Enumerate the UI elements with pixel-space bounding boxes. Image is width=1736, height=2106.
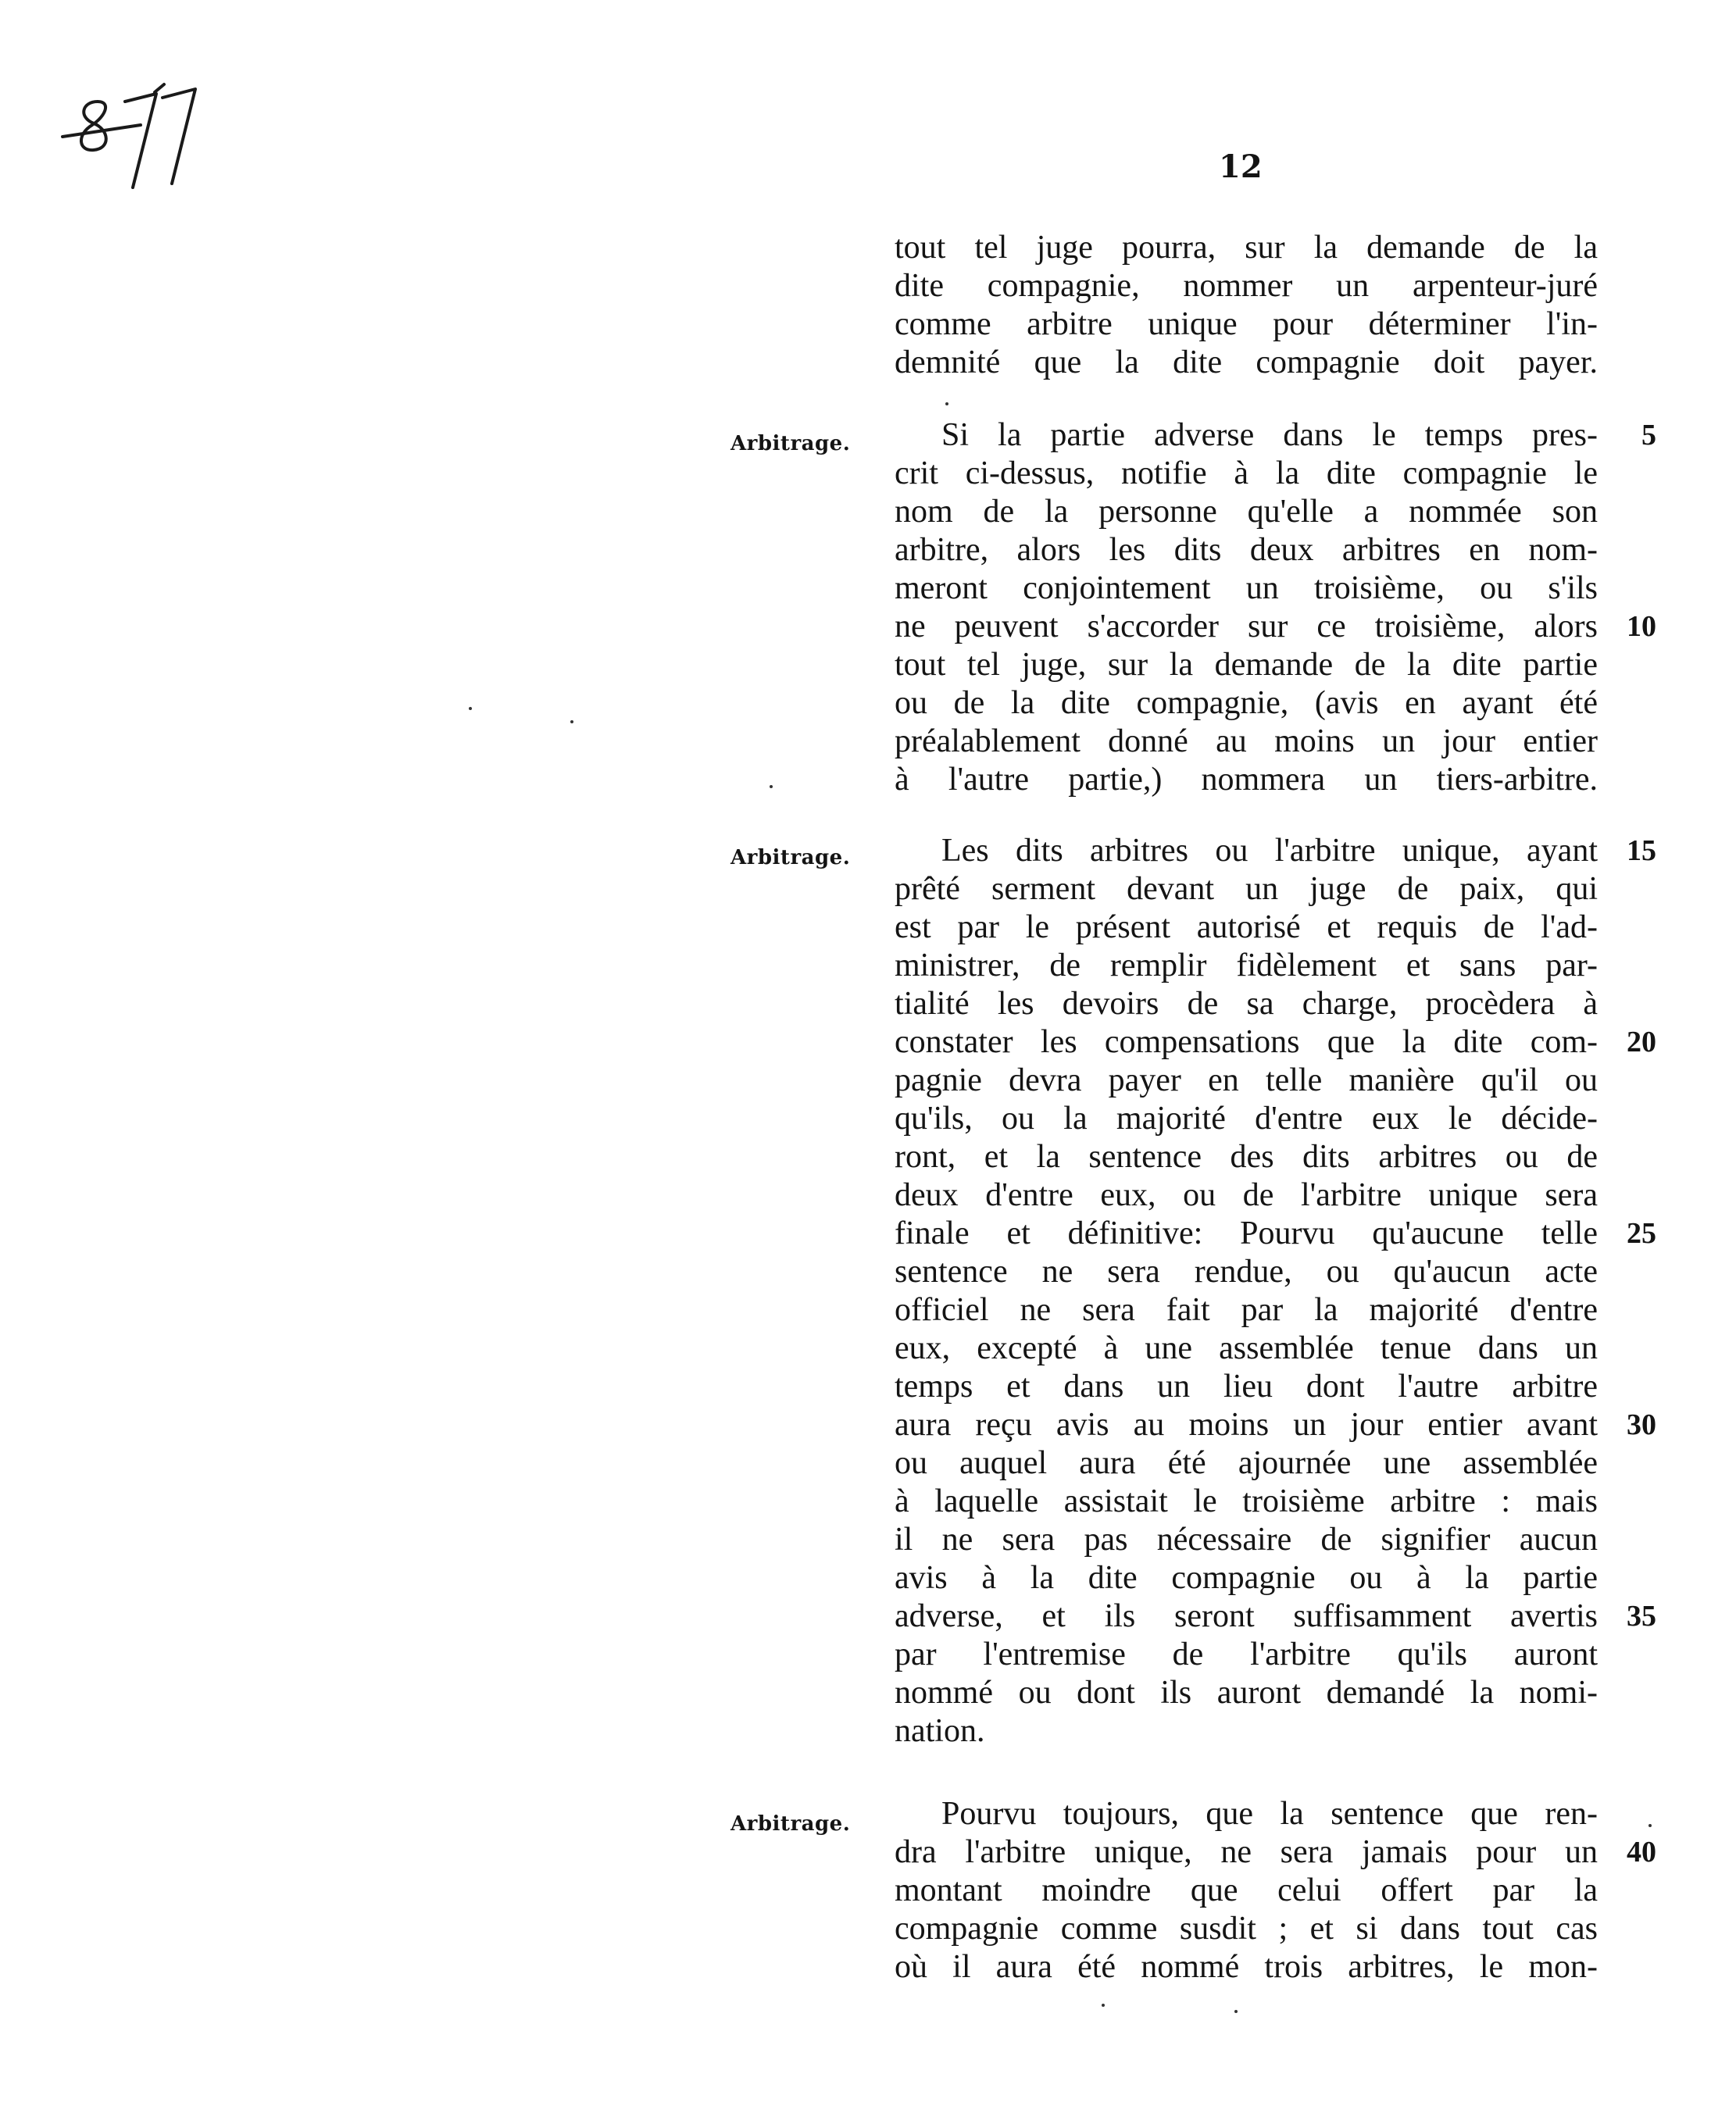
text-line: constater les compensations que la dite com- [895,1024,1598,1060]
margin-note: Arbitrage. [730,846,851,869]
scan-speck [469,707,472,710]
text-line: où il aura été nommé trois arbitres, le mon- [895,1949,1598,1985]
line-number: 30 [1627,1408,1656,1441]
text-line: Les dits arbitres ou l'arbitre unique, ayant [941,833,1598,869]
text-line: ou de la dite compagnie, (avis en ayant été [895,685,1598,721]
text-line: ne peuvent s'accorder sur ce troisième, alors [895,609,1598,644]
text-line: compagnie comme susdit ; et si dans tout cas [895,1911,1598,1947]
text-line: finale et définitive: Pourvu qu'aucune telle [895,1215,1598,1251]
line-number: 35 [1627,1600,1656,1633]
text-line: sentence ne sera rendue, ou qu'aucun acte [895,1254,1598,1290]
text-line: nation. [895,1713,985,1749]
text-line: par l'entremise de l'arbitre qu'ils auront [895,1637,1598,1672]
line-number: 10 [1627,610,1656,643]
paragraph-4 [895,1795,1598,1986]
margin-note: Arbitrage. [730,432,851,455]
handwritten-number [55,70,242,211]
text-line: dra l'arbitre unique, ne sera jamais pour un [895,1834,1598,1870]
line-number: 25 [1627,1217,1656,1250]
scan-speck [1648,1824,1652,1827]
text-line: demnité que la dite compagnie doit payer. [895,344,1598,380]
text-line: tout tel juge pourra, sur la demande de la [895,230,1598,266]
text-line: tialité les devoirs de sa charge, procèdera à [895,986,1598,1022]
text-line: crit ci-dessus, notifie à la dite compagnie le [895,455,1598,491]
text-line: il ne sera pas nécessaire de signifier aucun [895,1522,1598,1558]
text-line: ou auquel aura été ajournée une assemblée [895,1445,1598,1481]
paragraph-3 [895,832,1598,1751]
text-line: deux d'entre eux, ou de l'arbitre unique sera [895,1177,1598,1213]
margin-note: Arbitrage. [730,1812,851,1836]
text-line: avis à la dite compagnie ou à la partie [895,1560,1598,1596]
paragraph-2 [895,416,1598,799]
text-line: qu'ils, ou la majorité d'entre eux le décide- [895,1101,1598,1137]
text-line: à l'autre partie,) nommera un tiers-arbitre. [895,762,1598,798]
paragraph-1 [895,229,1598,382]
scan-speck [1234,2010,1238,2013]
text-line: pagnie devra payer en telle manière qu'il ou [895,1062,1598,1098]
text-line: préalablement donné au moins un jour entier [895,723,1598,759]
text-line: nom de la personne qu'elle a nommée son [895,494,1598,530]
text-line: est par le présent autorisé et requis de l'ad- [895,909,1598,945]
page-number: 12 [1219,148,1263,185]
line-number: 15 [1627,834,1656,867]
text-line: meront conjointement un troisième, ou s'ils [895,570,1598,606]
text-line: adverse, et ils seront suffisamment avertis [895,1598,1598,1634]
text-line: ministrer, de remplir fidèlement et sans par- [895,948,1598,983]
text-line: dite compagnie, nommer un arpenteur-juré [895,268,1598,304]
text-line: à laquelle assistait le troisième arbitre : mais [895,1483,1598,1519]
text-line: montant moindre que celui offert par la [895,1872,1598,1908]
text-line: aura reçu avis au moins un jour entier avant [895,1407,1598,1443]
text-line: arbitre, alors les dits deux arbitres en nom- [895,532,1598,568]
line-number: 5 [1641,419,1656,452]
handwritten-number-drawing [55,70,242,211]
text-line: comme arbitre unique pour déterminer l'in- [895,306,1598,342]
scan-speck [770,785,773,788]
line-number: 20 [1627,1026,1656,1058]
scan-speck [945,402,948,405]
text-line: temps et dans un lieu dont l'autre arbitre [895,1369,1598,1405]
line-number: 40 [1627,1836,1656,1869]
text-line: officiel ne sera fait par la majorité d'entre [895,1292,1598,1328]
scan-speck [1102,2004,1105,2007]
text-line: Si la partie adverse dans le temps pres- [941,417,1598,453]
text-line: eux, excepté à une assemblée tenue dans un [895,1330,1598,1366]
scan-speck [570,720,573,723]
text-line: nommé ou dont ils auront demandé la nomi- [895,1675,1598,1711]
text-line: Pourvu toujours, que la sentence que ren- [941,1796,1598,1832]
text-line: ront, et la sentence des dits arbitres ou de [895,1139,1598,1175]
text-line: tout tel juge, sur la demande de la dite partie [895,647,1598,683]
text-line: prêté serment devant un juge de paix, qui [895,871,1598,907]
